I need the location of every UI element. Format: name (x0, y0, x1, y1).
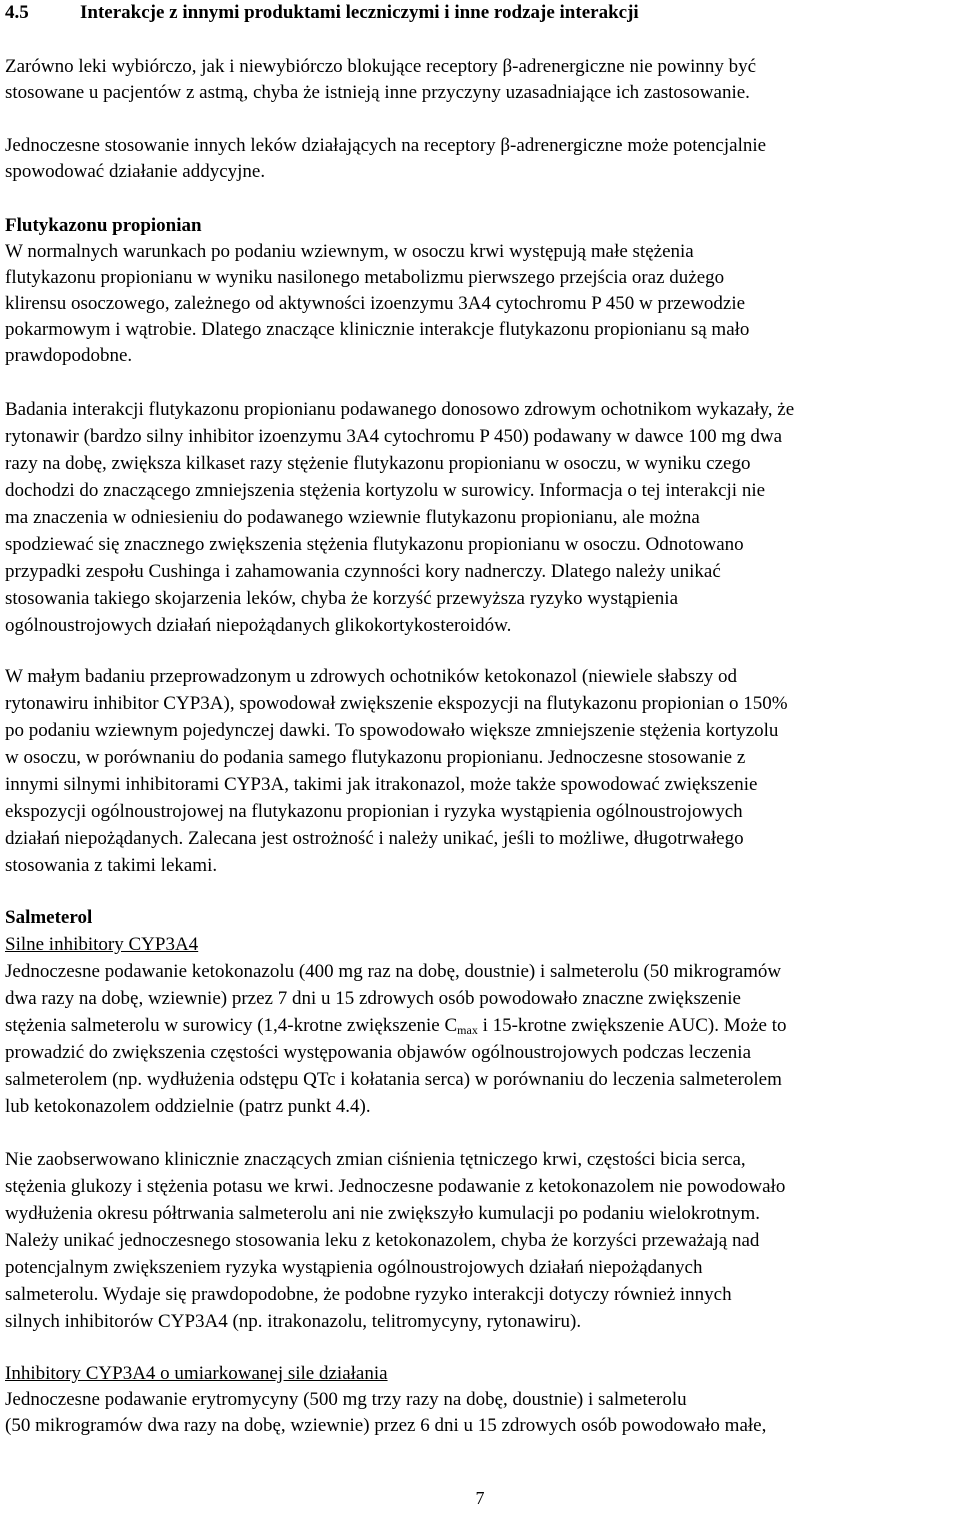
text-line: spodziewać się znacznego zwiększenia stężenia flutykazonu propionianu w osoczu. Odnotowano (5, 534, 744, 555)
text-line: Badania interakcji flutykazonu propionianu podawanego donosowo zdrowym ochotnikom wykazały, że (5, 399, 795, 420)
text-line: silnych inhibitorów CYP3A4 (np. itrakonazolu, telitromycyny, rytonawiru). (5, 1311, 582, 1332)
text-line: Należy unikać jednoczesnego stosowania leku z ketokonazolem, chyba że korzyści przeważają nad (5, 1230, 760, 1251)
text-line: spowodować działanie addycyjne. (5, 161, 266, 182)
text-line: W małym badaniu przeprowadzonym u zdrowych ochotników ketokonazol (niewiele słabszy od (5, 666, 737, 687)
section-title: Interakcje z innymi produktami leczniczymi i inne rodzaje interakcji (80, 2, 639, 23)
text-line: salmeterolu. Wydaje się prawdopodobne, że podobne ryzyko interakcji dotyczy również innych (5, 1284, 732, 1305)
text-line: przypadki zespołu Cushinga i zahamowania czynności kory nadnerczy. Dlatego należy unikać (5, 561, 721, 582)
text-line: stosowania takiego skojarzenia leków, chyba że korzyść przewyższa ryzyko wystąpienia (5, 588, 679, 609)
text-line: działań niepożądanych. Zalecana jest ostrożność i należy unikać, jeśli to możliwe, długotrwałego (5, 828, 744, 849)
moderate-inhibitors-subheading: Inhibitory CYP3A4 o umiarkowanej sile działania (5, 1363, 388, 1384)
text-line: W normalnych warunkach po podaniu wziewnym, w osoczu krwi występują małe stężenia (5, 241, 694, 262)
cmax-line-end: i 15-krotne zwiększenie AUC). Może to (477, 1015, 787, 1036)
cmax-subscript: max (457, 1023, 478, 1037)
text-line: dochodzi do znaczącego zmniejszenia stężenia kortyzolu w surowicy. Informacja o tej interakcji nie (5, 480, 766, 501)
text-line: pokarmowym i wątrobie. Dlatego znaczące klinicznie interakcje flutykazonu propionianu są mało (5, 319, 750, 340)
text-line: stężenia glukozy i stężenia potasu we krwi. Jednoczesne podawanie z ketokonazolem nie powodowało (5, 1176, 786, 1197)
text-line: prowadzić do zwiększenia częstości występowania objawów ogólnoustrojowych podczas leczenia (5, 1042, 752, 1063)
text-line: wydłużenia okresu półtrwania salmeterolu ani nie zwiększyło kumulacji po podaniu wielokrotnym. (5, 1203, 761, 1224)
text-line: razy na dobę, zwiększa kilkaset razy stężenie flutykazonu propionianu w osoczu, w wyniku czego (5, 453, 751, 474)
text-line: Nie zaobserwowano klinicznie znaczących zmian ciśnienia tętniczego krwi, częstości bicia serca, (5, 1149, 746, 1170)
salmeterol-heading: Salmeterol (5, 907, 93, 928)
section-number: 4.5 (5, 2, 29, 23)
text-line: Jednoczesne stosowanie innych leków działających na receptory β-adrenergiczne może potencjalnie (5, 135, 767, 156)
text-line: rytonawir (bardzo silny inhibitor izoenzymu 3A4 cytochromu P 450) podawany w dawce 100 mg dwa (5, 426, 783, 447)
text-line: ogólnoustrojowych działań niepożądanych glikokortykosteroidów. (5, 615, 512, 636)
text-line: ekspozycji ogólnoustrojowej na flutykazonu propionian i ryzyka wystąpienia ogólnoustrojowych (5, 801, 743, 822)
text-line: innymi silnymi inhibitorami CYP3A, takimi jak itrakonazol, może także spowodować zwiększenie (5, 774, 758, 795)
text-line: (50 mikrogramów dwa razy na dobę, wziewnie) przez 6 dni u 15 zdrowych osób powodowało małe, (5, 1415, 767, 1436)
text-line: salmeterolem (np. wydłużenia odstępu QTc i kołatania serca) w porównaniu do leczenia salmeterolem (5, 1069, 782, 1090)
text-line: w osoczu, w porównaniu do podania samego flutykazonu propionianu. Jednoczesne stosowanie z (5, 747, 746, 768)
text-line: flutykazonu propionianu w wyniku nasilonego metabolizmu pierwszego przejścia oraz dużego (5, 267, 725, 288)
text-line: Jednoczesne podawanie erytromycyny (500 mg trzy razy na dobę, doustnie) i salmeterolu (5, 1389, 687, 1410)
text-line: Zarówno leki wybiórczo, jak i niewybiórczo blokujące receptory β-adrenergiczne nie powinny być (5, 56, 757, 77)
text-line: klirensu osoczowego, zależnego od aktywności izoenzymu 3A4 cytochromu P 450 w przewodzie (5, 293, 746, 314)
text-line: prawdopodobne. (5, 345, 133, 366)
text-line: stosowania z takimi lekami. (5, 855, 218, 876)
text-line: Jednoczesne podawanie ketokonazolu (400 mg raz na dobę, doustnie) i salmeterolu (50 mikrogramów (5, 961, 782, 982)
text-line: lub ketokonazolem oddzielnie (patrz punkt 4.4). (5, 1096, 371, 1117)
cmax-line-start: stężenia salmeterolu w surowicy (1,4-krotne zwiększenie C (5, 1015, 458, 1036)
text-line: po podaniu wziewnym pojedynczej dawki. To spowodowało większe zmniejszenie stężenia kortyzolu (5, 720, 779, 741)
cmax-text-line (5, 1013, 787, 1043)
text-line: rytonawiru inhibitor CYP3A), spowodował zwiększenie ekspozycji na flutykazonu propionian o 150% (5, 693, 788, 714)
text-line: stosowane u pacjentów z astmą, chyba że istnieją inne przyczyny uzasadniające ich zastosowanie. (5, 82, 750, 103)
text-line: dwa razy na dobę, wziewnie) przez 7 dni u 15 zdrowych osób powodowało znaczne zwiększenie (5, 988, 741, 1009)
strong-inhibitors-subheading: Silne inhibitory CYP3A4 (5, 934, 199, 955)
page-number: 7 (475, 1488, 485, 1508)
fluticasone-heading: Flutykazonu propionian (5, 215, 202, 236)
text-line: ma znaczenia w odniesieniu do podawanego wziewnie flutykazonu propionianu, ale można (5, 507, 700, 528)
text-line: potencjalnym zwiększeniem ryzyka wystąpienia ogólnoustrojowych działań niepożądanych (5, 1257, 703, 1278)
